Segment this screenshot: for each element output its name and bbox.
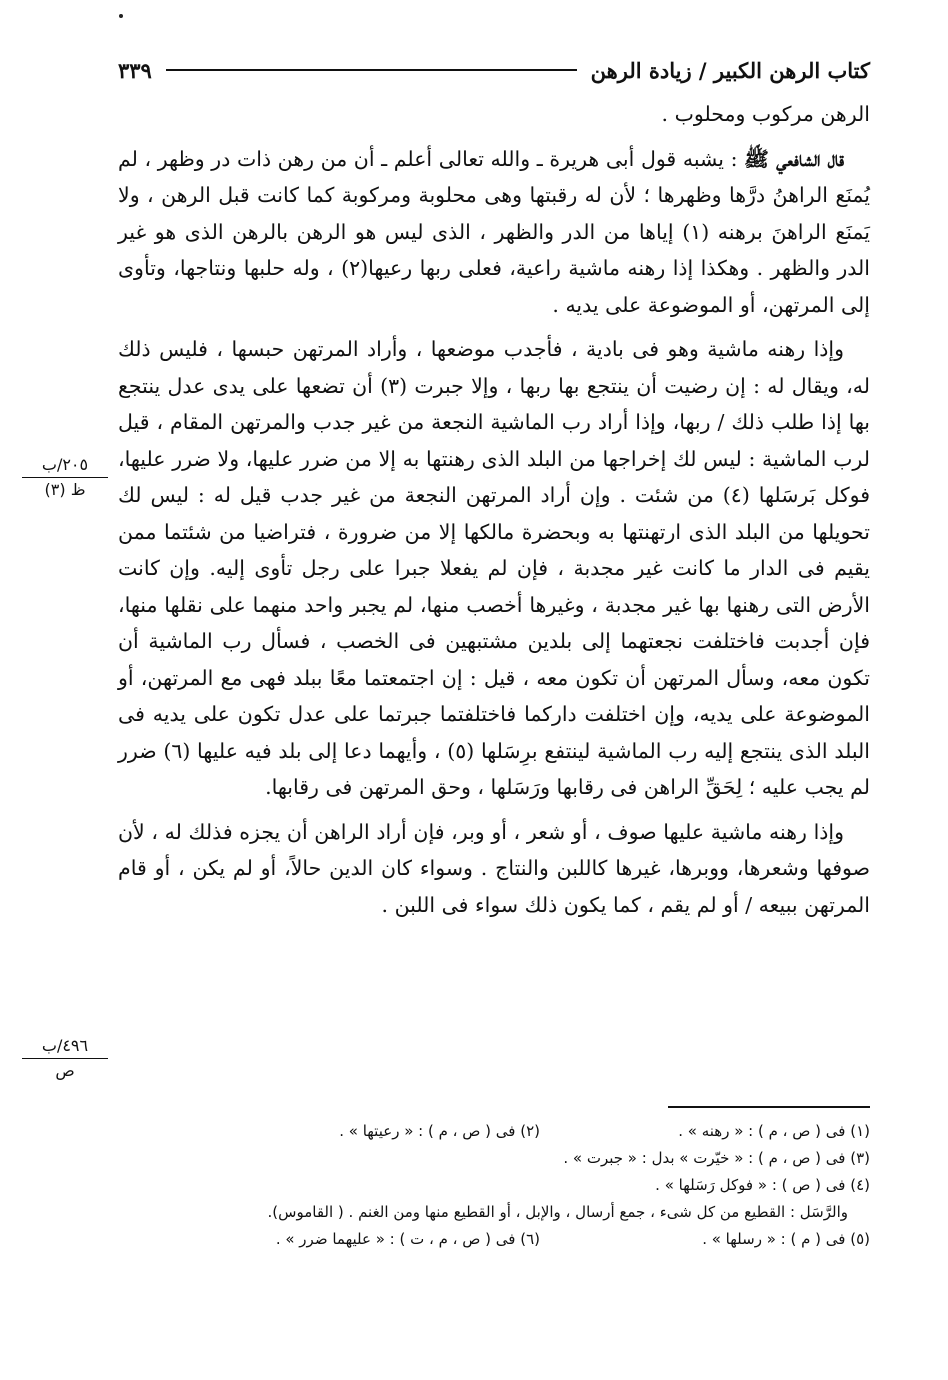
paragraph-1: الرهن مركوب ومحلوب . bbox=[661, 102, 870, 126]
footnote-row bbox=[118, 1226, 870, 1253]
footnote-row bbox=[118, 1118, 870, 1145]
page-number: ٣٣٩ bbox=[118, 57, 152, 83]
footnote-6: (٦) فى ( ص ، م ، ت ) : « عليهما ضرر » . bbox=[275, 1230, 540, 1248]
running-header bbox=[118, 50, 870, 90]
footnote-2: (٢) فى ( ص ، م ) : « رعيتها » . bbox=[339, 1122, 540, 1140]
paragraph-2 bbox=[118, 141, 870, 324]
margin-note-2 bbox=[22, 1036, 108, 1080]
footnote-1: (١) فى ( ص ، م ) : « رهنه » . bbox=[678, 1122, 870, 1140]
margin-note-2-ms: ص bbox=[55, 1061, 75, 1080]
main-text bbox=[118, 96, 870, 923]
header-rule bbox=[166, 69, 577, 71]
paragraph-4: وإذا رهنه ماشية عليها صوف ، أو شعر ، أو وبر، فإن أراد الراهن أن يجزه فذلك له ، لأن صوفها وشعرها، ووبرها، غيرها كاللبن والنتاج . وسواء كان الدين حالاً، أو لم يكن ، أو قام المرتهن ببيعه / أو لم يقم ، كما يكون ذلك سواء فى اللبن . bbox=[118, 819, 870, 917]
paragraph-2-text: : يشبه قول أبى هريرة ـ والله تعالى أعلم ـ أن من رهن ذات در وظهر ، لم يُمنَع الراهنُ درَّها وظهرها ؛ لأن له رقبتها وهى محلوبة ومركوبة كما كانت قبل الرهن ، ولا يَمنَع الراهنَ برهنه (١) إياها من الدر والظهر ، الذى ليس هو الرهن بالرهن الذى هو غير الدر والظهر . وهكذا إذا رهنه ماشية راعية، فعلى ربها رعيها(٢) ، وله حلبها ونتاجها، وتأوى إلى المرتهن، أو الموضوعة على يديه . bbox=[118, 146, 871, 317]
footnote-4: (٤) فى ( ص ) : « فوكل رَسَلها » . bbox=[655, 1176, 870, 1194]
footnote-3: (٣) فى ( ص ، م ) : « خيّرت » بدل : « جبرت » . bbox=[563, 1149, 870, 1167]
speaker-lead: قال الشافعي ﷺ bbox=[744, 146, 844, 171]
footnotes bbox=[118, 1118, 870, 1253]
footnote-5: (٥) فى ( م ) : « رسلها » . bbox=[702, 1230, 870, 1248]
margin-note-1-ms: ظ (٣) bbox=[44, 480, 86, 499]
header-title: كتاب الرهن الكبير / زيادة الرهن bbox=[590, 57, 870, 83]
footnote-4-gloss: والرَّسَل : القطيع من كل شىء ، جمع أرسال ، والإبل ، أو القطيع منها ومن الغنم . ( القاموس). bbox=[267, 1203, 848, 1221]
footnote-separator bbox=[668, 1106, 870, 1108]
margin-note-1 bbox=[22, 455, 108, 499]
margin-note-1-folio: ٢٠٥/ب bbox=[22, 455, 108, 478]
speck bbox=[119, 14, 123, 18]
paragraph-3: وإذا رهنه ماشية وهو فى بادية ، فأجدب موضعها ، وأراد المرتهن حبسها ، فليس ذلك له، ويقال له : إن رضيت أن ينتجع بها ربها ، وإلا جبرت (٣) أن تضعها على يدى عدل ينتجع بها إذا طلب ذلك / ربها، وإذا أراد رب الماشية النجعة من غير جدب والمرتهن المقام ، قيل لرب الماشية : ليس لك إخراجها من البلد الذى رهنتها به إلا من ضرر عليها، ولا ضرر عليها، فوكل بَرسَلها (٤) من شئت . وإن أراد المرتهن النجعة من غير جدب قيل له : ليس لك تحويلها من البلد الذى ارتهنتها به وبحضرة مالكها إلا من ضرورة ، فتراضيا من شئتما ممن يقيم فى الدار ما كانت غير مجدبة ، فإن لم يفعلا جبرا على رجل تأوى إليه. وإن كانت الأرض التى رهنها بها غير مجدبة ، وغيرها أخصب منها، لم يجبر واحد منهما على نقلها منها، فإن أجدبت فاختلفت نجعتهما إلى بلدين مشتبهين فى الخصب ، فسأل رب الماشية أن تكون معه، وسأل المرتهن أن تكون معه ، قيل : إن اجتمعتما معًا ببلد فهى مع المرتهن، أو الموضوعة على يديه، وإن اختلفت داركما فاختلفتما جبرتما على عدل تكون على يديه فى البلد الذى ينتجع إليه رب الماشية لينتفع برِسَلها (٥) ، وأيهما دعا إلى بلد فيه عليها (٦) ضرر لم يجب عليه ؛ لِحَقِّ الراهن فى رقابها ورَسَلها ، وحق المرتهن فى رقابها. bbox=[118, 337, 870, 799]
margin-note-2-folio: ٤٩٦/ب bbox=[22, 1036, 108, 1059]
